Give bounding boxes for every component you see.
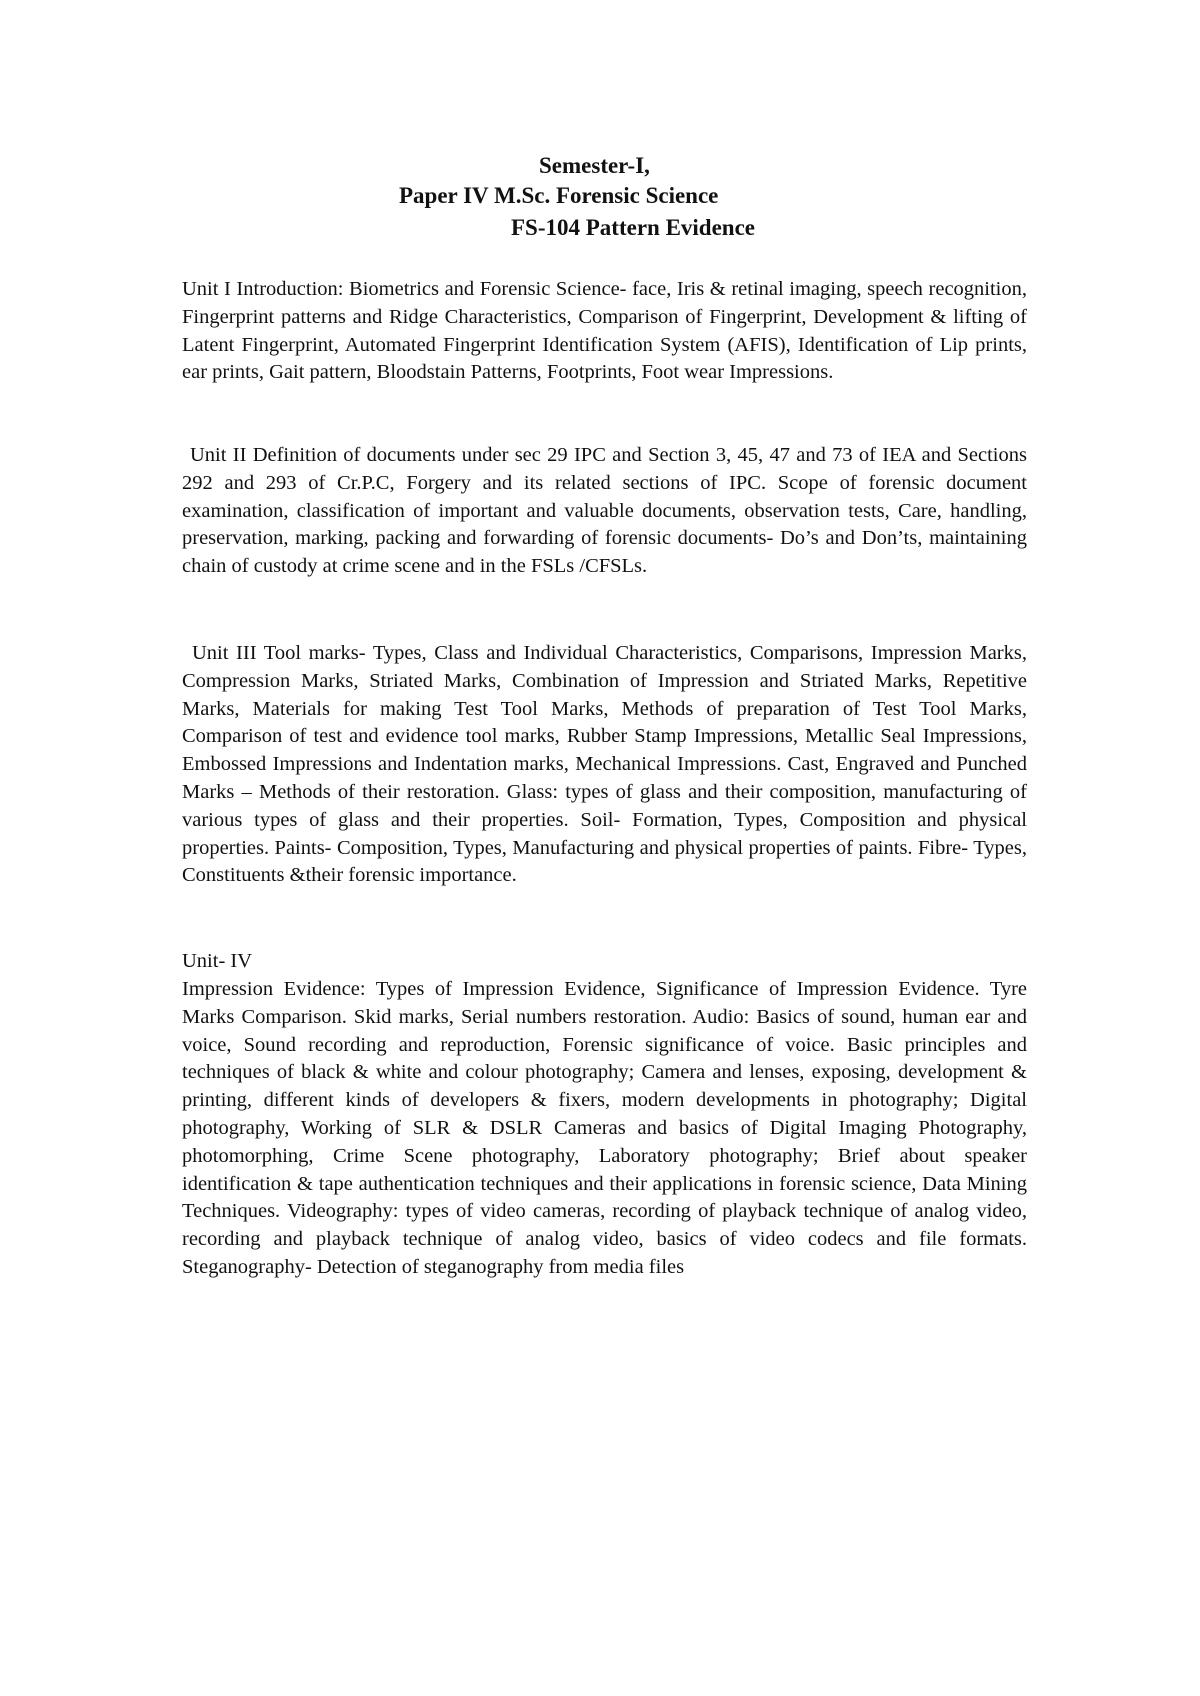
- course-heading: FS-104 Pattern Evidence: [511, 215, 756, 240]
- unit-4-label: Unit- IV: [182, 950, 253, 972]
- unit-4-paragraph: Impression Evidence: Types of Impression Evidence, Significance of Impression Evidence. Tyre Marks Comparison. Skid marks, Serial numbers restoration. Audio: Basics of sound, human ear and voice, Sound recording and reproduction, Forensic significance of voice. Basic principles and techniques of black & white and colour photography; Camera and lenses, exposing, development & printing, different kinds of developers & fixers, modern developments in photography; Digital photography, Working of SLR & DSLR Cameras and basics of Digital Imaging Photography, photomorphing, Crime Scene photography, Laboratory photography; Brief about speaker identification & tape authentication techniques and their applications in forensic science, Data Mining Techniques. Videography: types of video cameras, recording of playback technique of analog video, recording and playback technique of analog video, basics of video codecs and file formats. Steganography- Detection of steganography from media files: [182, 978, 1027, 1278]
- paper-heading: Paper IV M.Sc. Forensic Science: [399, 183, 719, 208]
- unit-3-paragraph: Unit III Tool marks- Types, Class and Individual Characteristics, Comparisons, Impression Marks, Compression Marks, Striated Marks, Combination of Impression and Striated Marks, Repetitive Marks, Materials for making Test Tool Marks, Methods of preparation of Test Tool Marks, Comparison of test and evidence tool marks, Rubber Stamp Impressions, Metallic Seal Impressions, Embossed Impressions and Indentation marks, Mechanical Impressions. Cast, Engraved and Punched Marks – Methods of their restoration. Glass: types of glass and their composition, manufacturing of various types of glass and their properties. Soil- Formation, Types, Composition and physical properties. Paints- Composition, Types, Manufacturing and physical properties of paints. Fibre- Types, Constituents &their forensic importance.: [182, 642, 1027, 887]
- unit-1-paragraph: Unit I Introduction: Biometrics and Forensic Science- face, Iris & retinal imaging, speech recognition, Fingerprint patterns and Ridge Characteristics, Comparison of Fingerprint, Development & lifting of Latent Fingerprint, Automated Fingerprint Identification System (AFIS), Identification of Lip prints, ear prints, Gait pattern, Bloodstain Patterns, Footprints, Foot wear Impressions.: [182, 278, 1027, 384]
- unit-2-paragraph: Unit II Definition of documents under sec 29 IPC and Section 3, 45, 47 and 73 of IEA and Sections 292 and 293 of Cr.P.C, Forgery and its related sections of IPC. Scope of forensic document examination, classification of important and valuable documents, observation tests, Care, handling, preservation, marking, packing and forwarding of forensic documents- Do’s and Don’ts, maintaining chain of custody at crime scene and in the FSLs /CFSLs.: [182, 444, 1027, 578]
- semester-heading: Semester-I,: [539, 153, 650, 178]
